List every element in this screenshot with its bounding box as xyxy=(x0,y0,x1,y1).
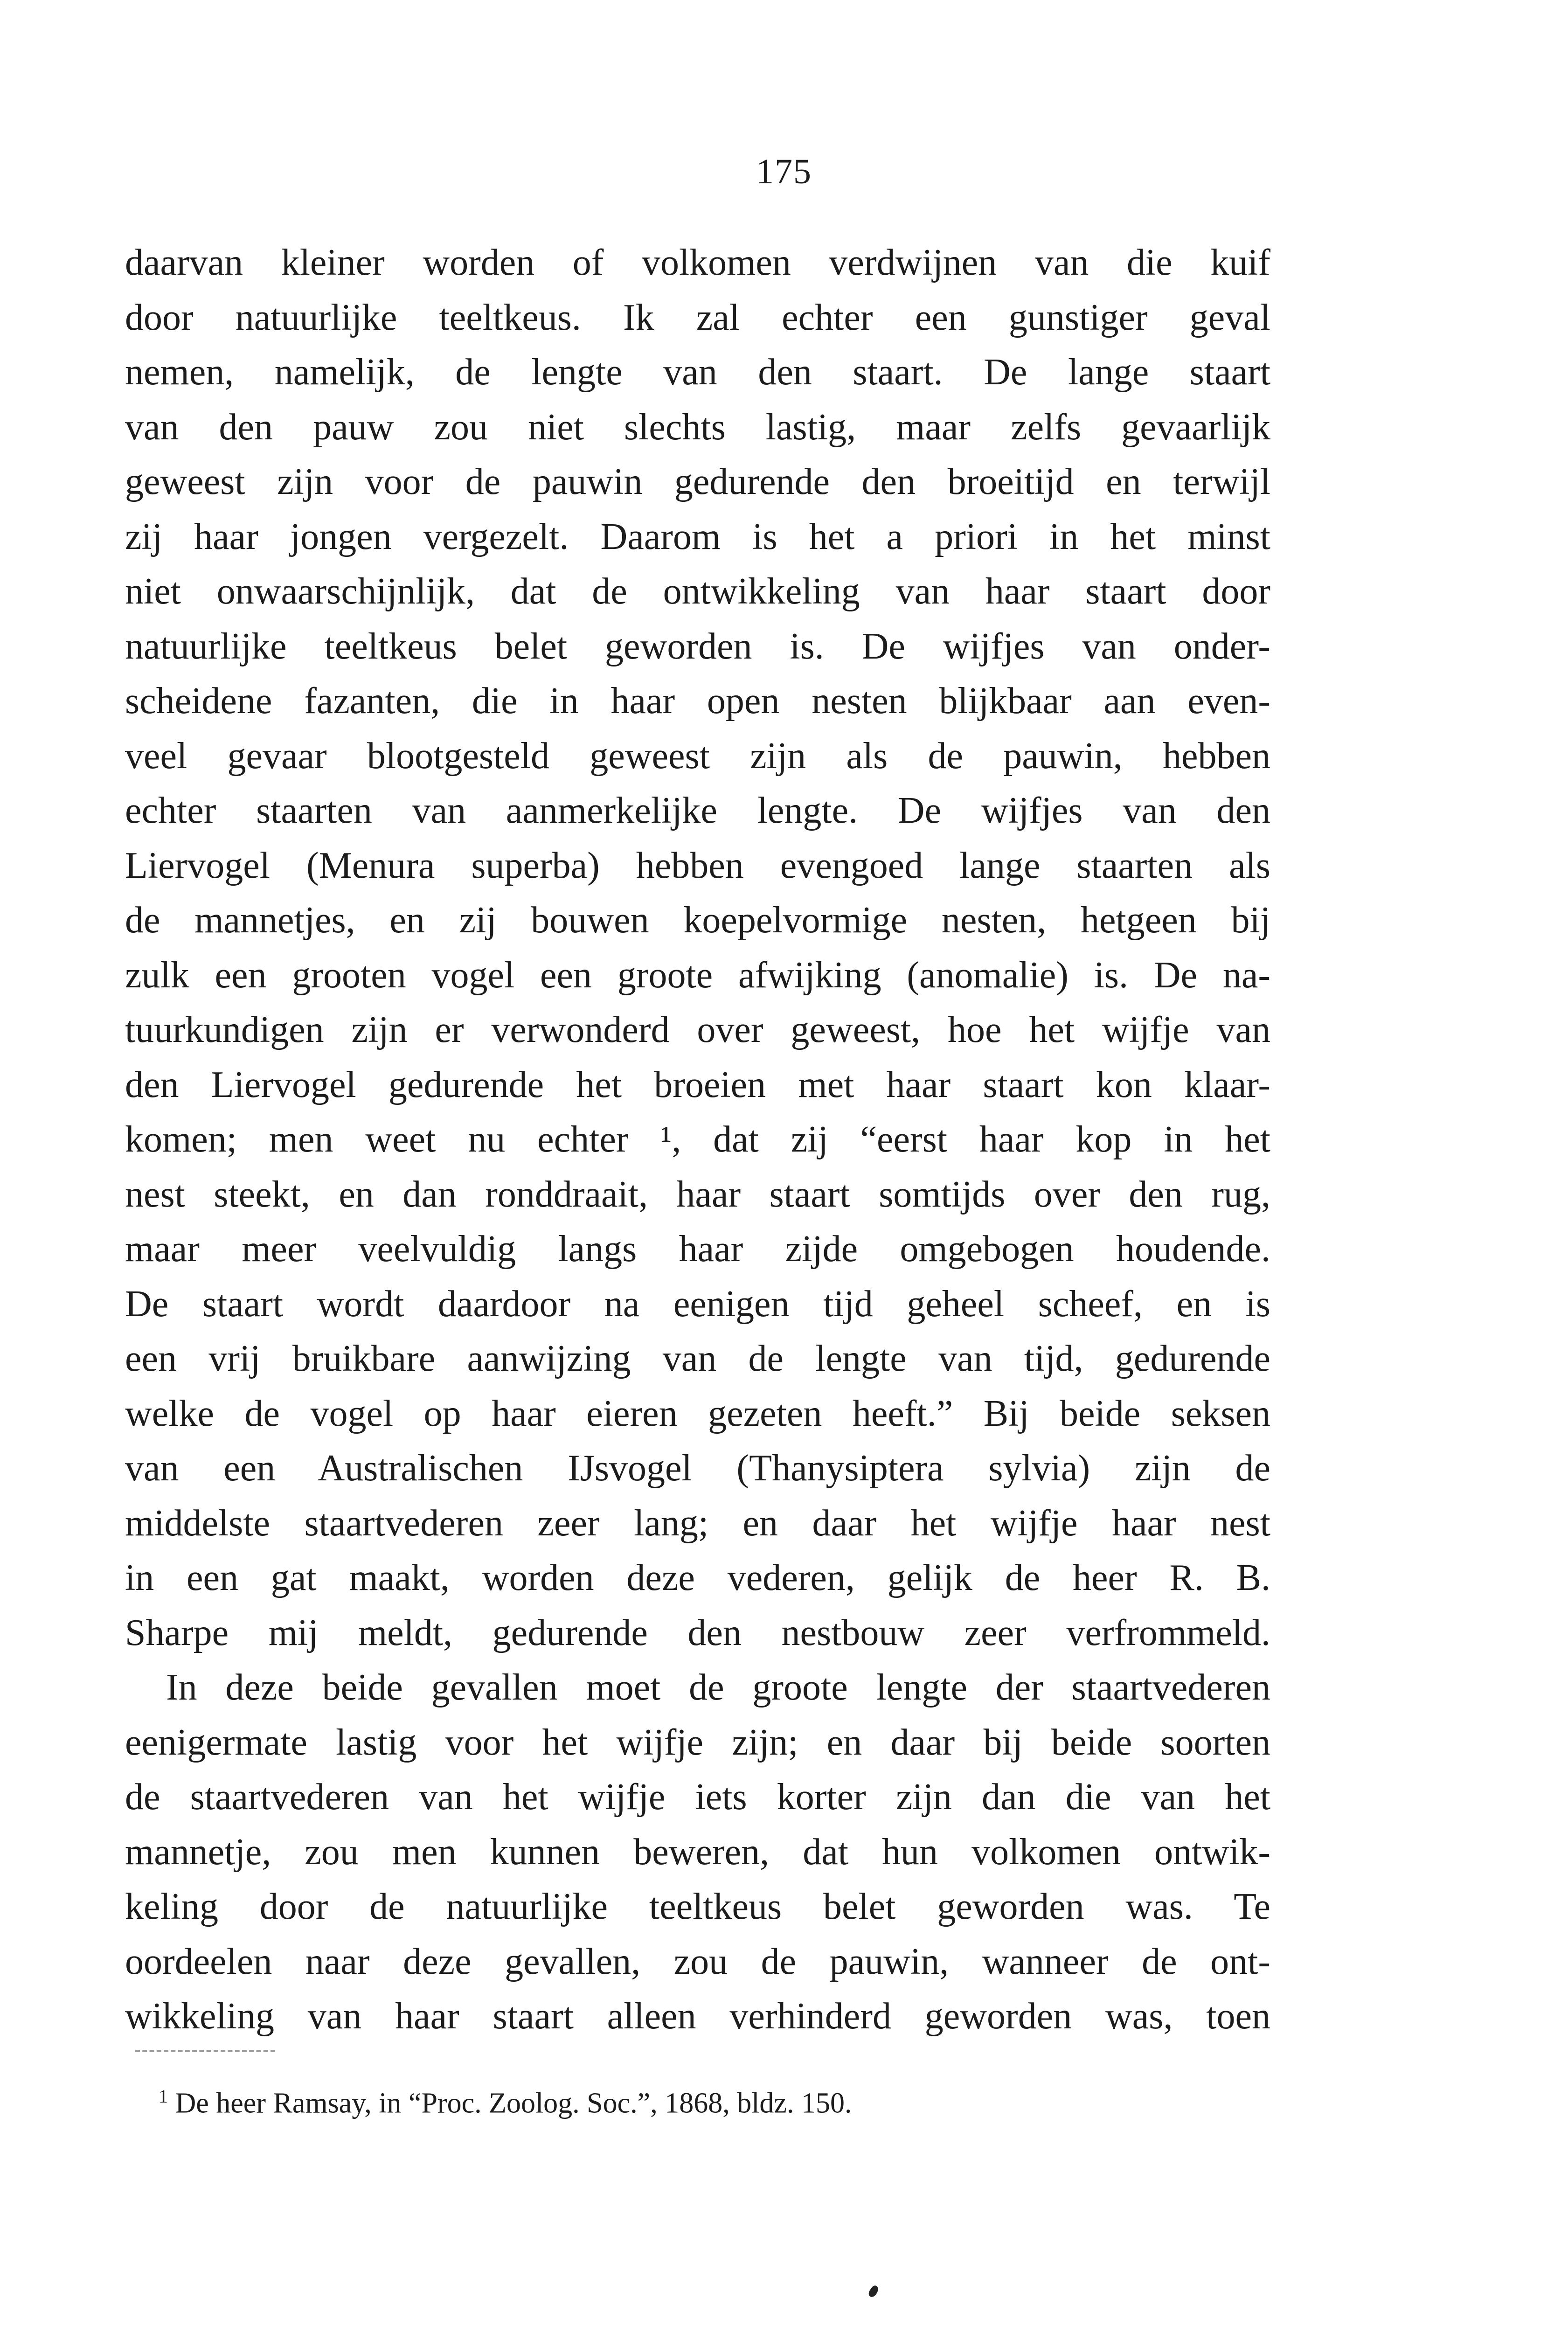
footnote xyxy=(159,2071,852,2122)
text-line: de staartvederen van het wijfje iets korter zijn dan die van het xyxy=(125,1777,1270,1818)
text-line: welke de vogel op haar eieren gezeten heeft.” Bij beide seksen xyxy=(125,1393,1270,1434)
text-line: nest steekt, en dan ronddraait, haar staart somtijds over den rug, xyxy=(125,1173,1270,1215)
text-line: De staart wordt daardoor na eenigen tijd geheel scheef, en is xyxy=(125,1283,1270,1325)
text-line: Liervogel (Menura superba) hebben evengoed lange staarten als xyxy=(125,845,1270,886)
text-line: een vrij bruikbare aanwijzing van de lengte van tijd, gedurende xyxy=(125,1338,1270,1379)
text-line: wikkeling van haar staart alleen verhinderd geworden was, toen xyxy=(125,1996,1270,2037)
text-line: veel gevaar blootgesteld geweest zijn als de pauwin, hebben xyxy=(125,735,1270,777)
text-line: scheidene fazanten, die in haar open nesten blijkbaar aan even- xyxy=(125,680,1270,722)
text-line: niet onwaarschijnlijk, dat de ontwikkeling van haar staart door xyxy=(125,571,1270,612)
text-line: In deze beide gevallen moet de groote lengte der staartvederen xyxy=(166,1667,1270,1708)
text-line: nemen, namelijk, de lengte van den staart. De lange staart xyxy=(125,352,1270,393)
text-line: van den pauw zou niet slechts lastig, maar zelfs gevaarlijk xyxy=(125,406,1270,448)
body-text xyxy=(125,236,1270,2044)
text-line: eenigermate lastig voor het wijfje zijn; en daar bij beide soorten xyxy=(125,1721,1270,1763)
text-line: den Liervogel gedurende het broeien met haar staart kon klaar- xyxy=(125,1064,1270,1105)
footnote-text: De heer Ramsay, in “Proc. Zoolog. Soc.”, 1868, bldz. 150. xyxy=(175,2087,852,2119)
text-line: door natuurlijke teeltkeus. Ik zal echter een gunstiger geval xyxy=(125,297,1270,338)
text-line: zij haar jongen vergezelt. Daarom is het a priori in het minst xyxy=(125,516,1270,557)
ink-speck xyxy=(867,2284,880,2298)
text-line: oordeelen naar deze gevallen, zou de pauwin, wanneer de ont- xyxy=(125,1941,1270,1982)
text-line: natuurlijke teeltkeus belet geworden is. De wijfjes van onder- xyxy=(125,625,1270,667)
text-line: geweest zijn voor de pauwin gedurende den broeitijd en terwijl xyxy=(125,461,1270,502)
text-line: Sharpe mij meldt, gedurende den nestbouw zeer verfrommeld. xyxy=(125,1612,1270,1653)
text-line: keling door de natuurlijke teeltkeus belet geworden was. Te xyxy=(125,1886,1270,1927)
text-line: mannetje, zou men kunnen beweren, dat hun volkomen ontwik- xyxy=(125,1831,1270,1873)
text-line: maar meer veelvuldig langs haar zijde omgebogen houdende. xyxy=(125,1228,1270,1270)
text-line: van een Australischen IJsvogel (Thanysiptera sylvia) zijn de xyxy=(125,1448,1270,1489)
text-line: zulk een grooten vogel een groote afwijking (anomalie) is. De na- xyxy=(125,954,1270,996)
text-line: middelste staartvederen zeer lang; en daar het wijfje haar nest xyxy=(125,1502,1270,1544)
page-number: 175 xyxy=(756,152,812,191)
text-line: in een gat maakt, worden deze vederen, gelijk de heer R. B. xyxy=(125,1557,1270,1598)
text-line: tuurkundigen zijn er verwonderd over geweest, hoe het wijfje van xyxy=(125,1009,1270,1050)
text-line: daarvan kleiner worden of volkomen verdwijnen van die kuif xyxy=(125,242,1270,283)
text-line: echter staarten van aanmerkelijke lengte. De wijfjes van den xyxy=(125,790,1270,831)
footnote-marker: 1 xyxy=(159,2086,168,2107)
text-line: de mannetjes, en zij bouwen koepelvormige nesten, hetgeen bij xyxy=(125,900,1270,941)
footnote-separator xyxy=(135,2050,275,2052)
text-line: komen; men weet nu echter ¹, dat zij “eerst haar kop in het xyxy=(125,1119,1270,1160)
